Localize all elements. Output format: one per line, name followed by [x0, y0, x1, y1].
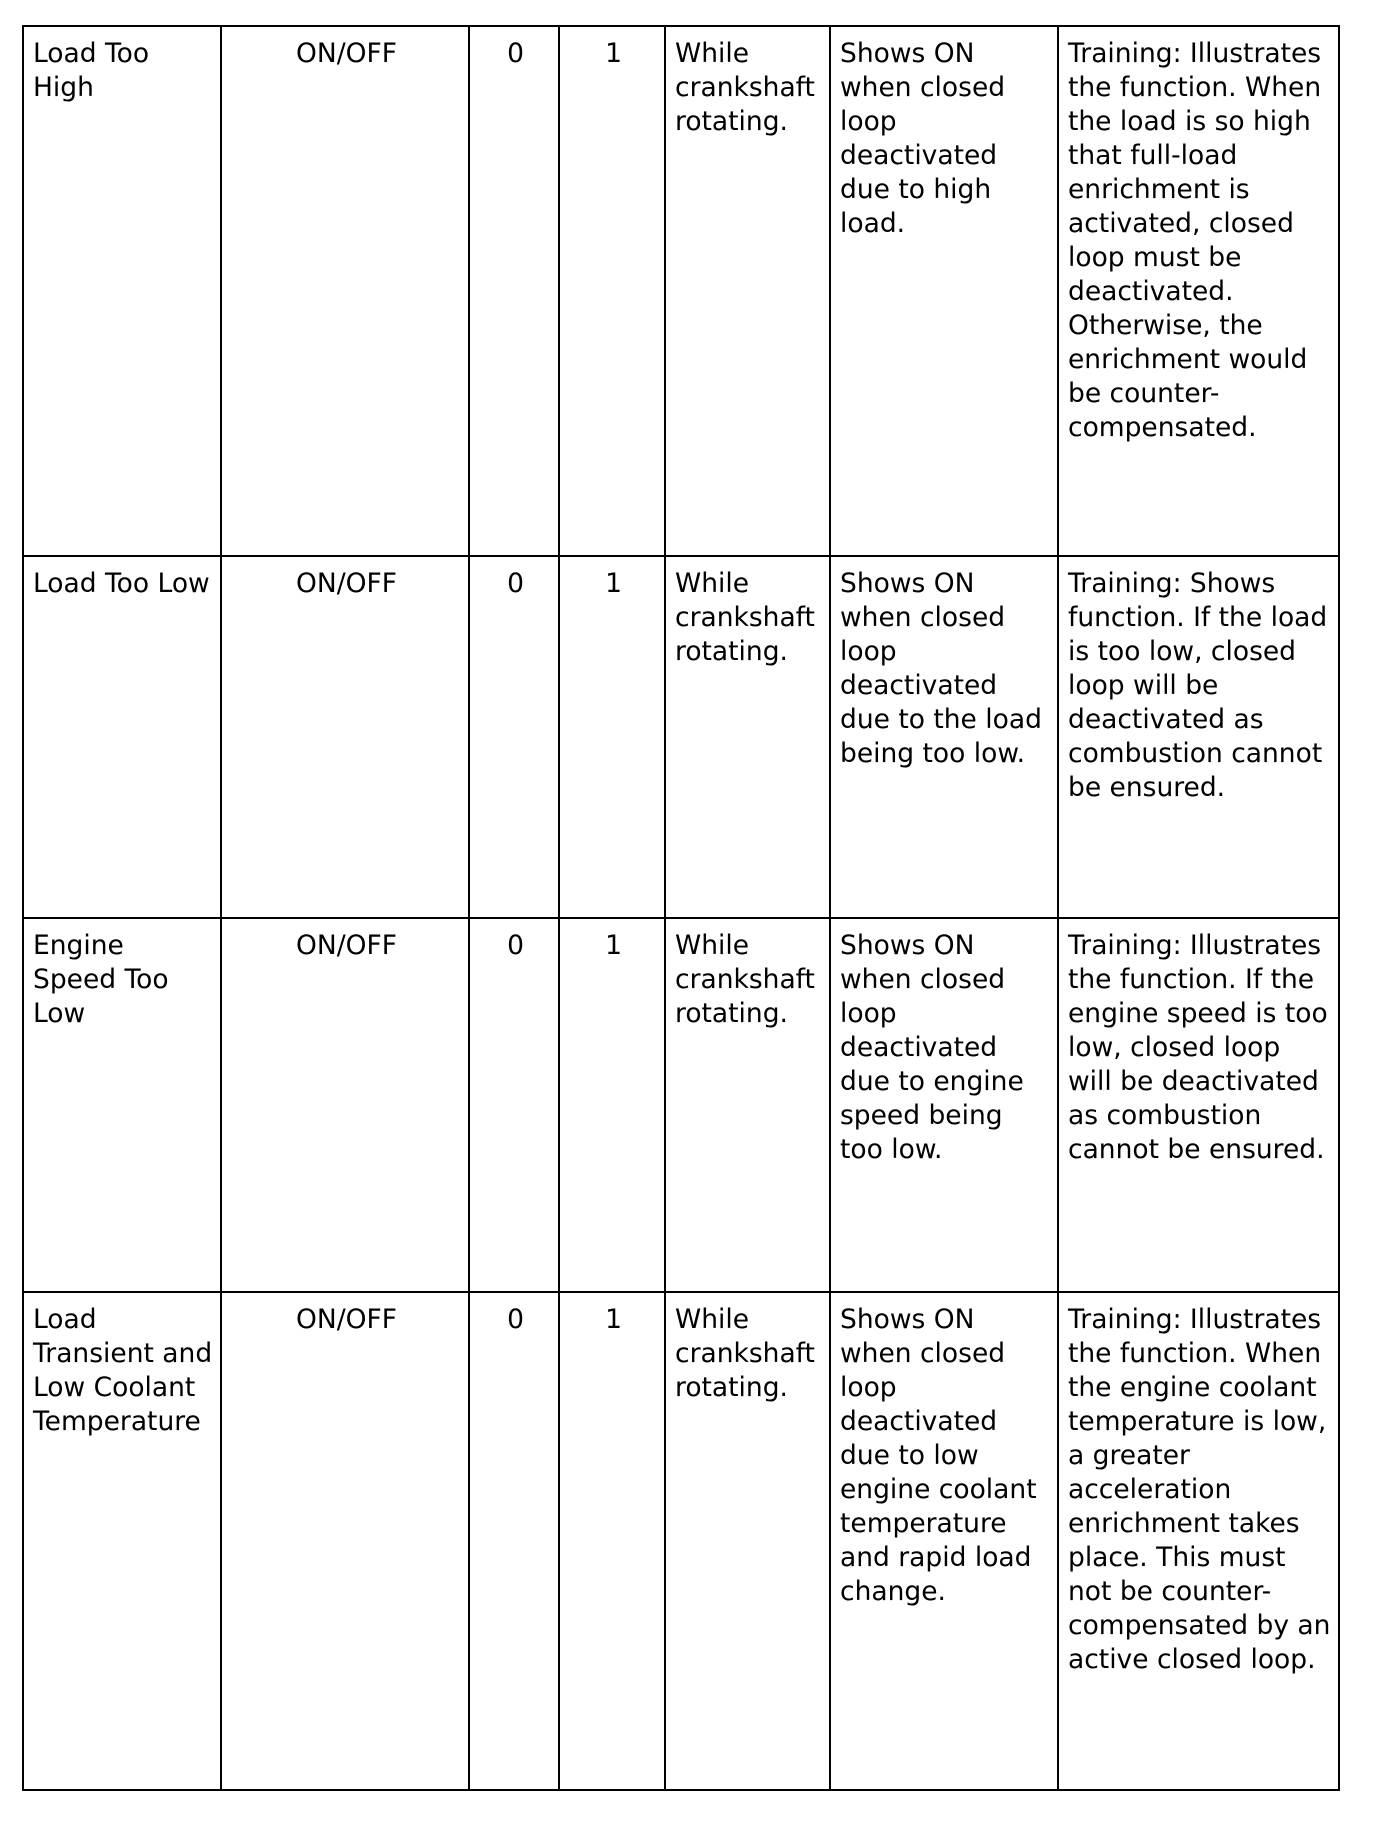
parameter-name-cell: Engine Speed Too Low — [23, 918, 221, 1292]
condition-cell: While crankshaft rotating. — [665, 26, 830, 556]
format-cell: ON/OFF — [221, 26, 469, 556]
format-cell: ON/OFF — [221, 918, 469, 1292]
min-value-cell: 0 — [469, 1292, 559, 1790]
condition-cell: While crankshaft rotating. — [665, 918, 830, 1292]
min-value-cell: 0 — [469, 918, 559, 1292]
parameter-table — [22, 25, 1340, 1791]
condition-cell: While crankshaft rotating. — [665, 556, 830, 918]
min-value-cell: 0 — [469, 556, 559, 918]
condition-cell: While crankshaft rotating. — [665, 1292, 830, 1790]
description-cell: Shows ON when closed loop deactivated due to low engine coolant temperature and rapid load change. — [830, 1292, 1058, 1790]
description-cell: Shows ON when closed loop deactivated due to high load. — [830, 26, 1058, 556]
notes-cell: Training: Illustrates the function. When the engine coolant temperature is low, a greater acceleration enrichment takes place. This must not be counter-compensated by an active closed loop. — [1058, 1292, 1339, 1790]
parameter-name-cell: Load Too High — [23, 26, 221, 556]
table-row — [23, 1292, 1339, 1790]
table-row — [23, 918, 1339, 1292]
table-row — [23, 556, 1339, 918]
description-cell: Shows ON when closed loop deactivated due to engine speed being too low. — [830, 918, 1058, 1292]
table-row — [23, 26, 1339, 556]
max-value-cell: 1 — [559, 918, 665, 1292]
notes-cell: Training: Illustrates the function. When the load is so high that full-load enrichment is activated, closed loop must be deactivated. Otherwise, the enrichment would be counter-compensated. — [1058, 26, 1339, 556]
max-value-cell: 1 — [559, 556, 665, 918]
min-value-cell: 0 — [469, 26, 559, 556]
max-value-cell: 1 — [559, 1292, 665, 1790]
description-cell: Shows ON when closed loop deactivated due to the load being too low. — [830, 556, 1058, 918]
parameter-name-cell: Load Too Low — [23, 556, 221, 918]
parameter-name-cell: Load Transient and Low Coolant Temperature — [23, 1292, 221, 1790]
notes-cell: Training: Illustrates the function. If the engine speed is too low, closed loop will be deactivated as combustion cannot be ensured. — [1058, 918, 1339, 1292]
format-cell: ON/OFF — [221, 1292, 469, 1790]
format-cell: ON/OFF — [221, 556, 469, 918]
max-value-cell: 1 — [559, 26, 665, 556]
notes-cell: Training: Shows function. If the load is too low, closed loop will be deactivated as combustion cannot be ensured. — [1058, 556, 1339, 918]
